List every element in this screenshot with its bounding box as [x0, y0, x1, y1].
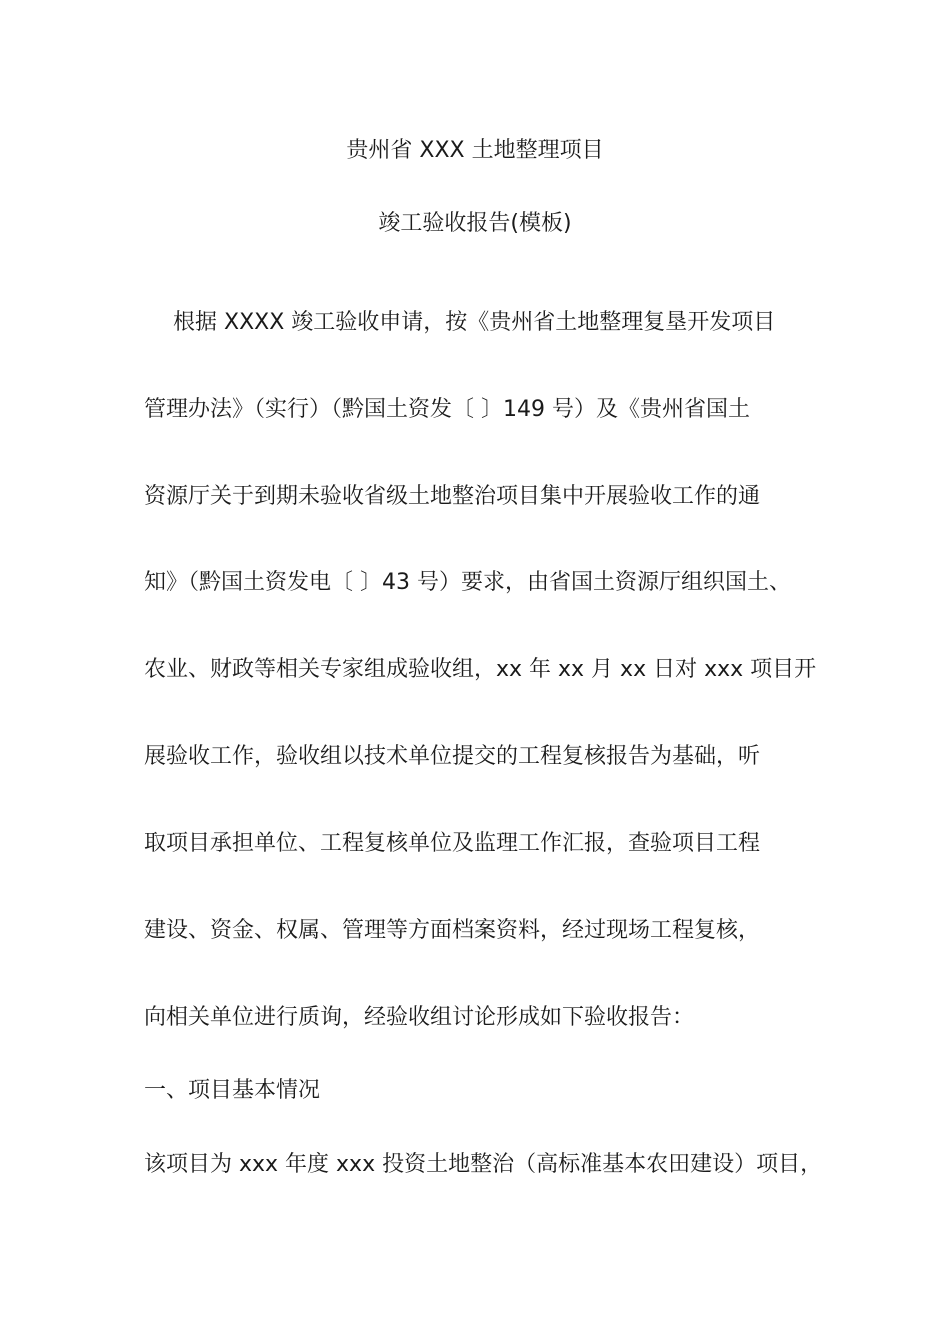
paragraph-line: 建设、资金、权属、管理等方面档案资料，经过现场工程复核， [144, 918, 761, 943]
paragraph-line: 向相关单位进行质询，经验收组讨论形成如下验收报告： [144, 1005, 695, 1030]
paragraph-line: 展验收工作，验收组以技术单位提交的工程复核报告为基础，听 [144, 744, 761, 769]
paragraph-line: 该项目为 xxx 年度 xxx 投资土地整治（高标准基本农田建设）项目， [144, 1152, 823, 1177]
section-heading: 一、项目基本情况 [144, 1078, 321, 1103]
paragraph-line: 知》（黔国土资发电〔 〕43 号）要求，由省国土资源厅组织国土、 [144, 570, 791, 595]
paragraph-line: 根据 XXXX 竣工验收申请，按《贵州省土地整理复垦开发项目 [173, 310, 776, 335]
document-title: 贵州省 XXX 土地整理项目 [346, 138, 604, 163]
paragraph-line: 管理办法》（实行）（黔国土资发〔 〕149 号）及《贵州省国土 [144, 397, 750, 422]
paragraph-line: 资源厅关于到期未验收省级土地整治项目集中开展验收工作的通 [144, 484, 761, 509]
document-subtitle: 竣工验收报告(模板) [378, 211, 572, 236]
paragraph-line: 农业、财政等相关专家组成验收组，xx 年 xx 月 xx 日对 xxx 项目开 [144, 657, 817, 682]
paragraph-line: 取项目承担单位、工程复核单位及监理工作汇报，查验项目工程 [144, 831, 761, 856]
